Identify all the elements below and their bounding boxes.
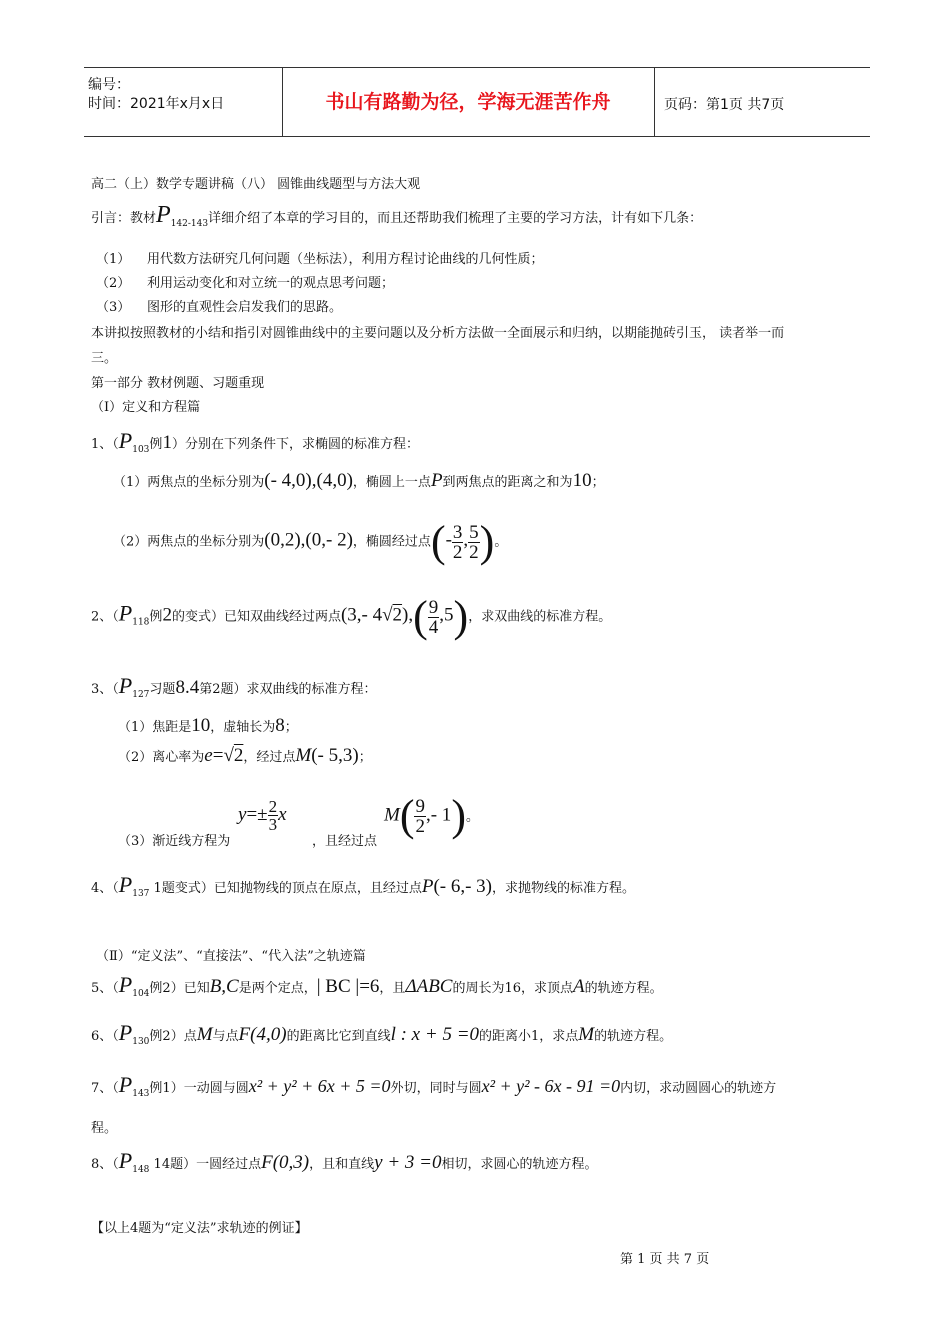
p4-pt: (- 6,- 3) [433, 876, 492, 897]
p3-3-y: y [238, 804, 247, 825]
p2-pt1: (3,- 4 [340, 604, 383, 626]
p6-m: M [196, 1024, 213, 1045]
intro-sub: 142-143 [170, 219, 209, 229]
p6-m2: M [578, 1024, 595, 1045]
method-3-text: 图形的直观性会启发我们的思路。 [147, 300, 343, 315]
p2-fn: 9 [428, 596, 439, 618]
p7-a: 外切，同时与圆 [390, 1081, 482, 1096]
p3-3-pfrac [414, 797, 426, 836]
p3-3-rparen: ) [451, 791, 466, 840]
para1-line2: 三。 [91, 351, 118, 366]
p3-1-v1: 10 [191, 715, 211, 736]
p5-sub: 104 [132, 989, 150, 999]
p7-sub: 143 [132, 1089, 150, 1099]
p7-b: 内切，求动圆圆心的轨迹方 [620, 1081, 777, 1096]
p7-c2: x² + y² - 6x - 91 =0 [481, 1076, 621, 1096]
p2-sub: 118 [132, 617, 150, 628]
p6-d: 的轨迹方程。 [594, 1029, 673, 1044]
p8-p: P [118, 1148, 133, 1173]
p7-num: 7、（ [91, 1081, 119, 1096]
p8-f: F(0,3) [261, 1152, 310, 1173]
p8-sub: 148 [132, 1165, 150, 1175]
header-left-cell [84, 68, 283, 136]
p1-2-frac1 [452, 523, 464, 562]
p7-ex: 例1）一动圆与圆 [149, 1081, 249, 1096]
p1-2-lparen: ( [430, 517, 446, 566]
time-label: 时间：2021年x月x日 [88, 96, 225, 112]
p3-3-d: 2 [415, 815, 425, 837]
p1-2-d2: 2 [469, 541, 479, 563]
p3-2-pt: (- 5,3) [311, 745, 359, 766]
p1-tail: ）分别在下列条件下，求椭圆的标准方程： [171, 437, 419, 452]
method-1-num: （1） [96, 252, 131, 267]
p8-ex: 14题）一圆经过点 [149, 1157, 262, 1172]
p4-point-p: P [421, 876, 434, 897]
p3-3-fn: 2 [268, 797, 278, 816]
problem-3-1 [118, 715, 298, 737]
p3-2-eq: = [212, 745, 224, 766]
p2-tail: 的变式）已知双曲线经过两点 [171, 609, 341, 625]
p1-2-math: (0,2),(0,- 2) [264, 529, 353, 551]
problem-1 [91, 428, 419, 455]
p6-ex: 例2）点 [149, 1029, 197, 1044]
problem-3-3-point [384, 791, 479, 840]
p5-tri: ΔABC [405, 976, 453, 997]
p3-3-end: 。 [465, 809, 479, 825]
intro-line [91, 202, 702, 229]
p3-exn: 8.4 [175, 677, 200, 698]
p1-1-b: ，椭圆上一点 [352, 475, 431, 490]
problem-1-2 [113, 517, 508, 566]
p3-1-b: ，虚轴长为 [210, 720, 276, 735]
p1-2-end: 。 [494, 534, 508, 550]
p4-p: P [118, 872, 133, 897]
p2-sqrt-val: 2 [392, 604, 403, 626]
p3-3-x: x [278, 804, 287, 825]
p1-2-comma: , [463, 529, 469, 551]
p7-p: P [118, 1072, 133, 1097]
p2-frac [428, 598, 440, 637]
p5-a-point: A [573, 976, 585, 997]
p2-sqrt: √2 [382, 604, 403, 626]
p1-sub: 103 [132, 445, 150, 455]
p2-ex: 例 [149, 609, 163, 625]
p1-2-rparen: ) [479, 517, 495, 566]
problem-3 [91, 673, 376, 700]
p6-f: F(4,0) [238, 1024, 287, 1045]
intro-suffix: 详细介绍了本章的学习目的，而且还帮助我们梳理了主要的学习方法，计有如下几条： [208, 211, 703, 226]
p3-3-m: M [384, 804, 400, 826]
p4-num: 4、（ [91, 881, 119, 896]
p2-lparen: ( [413, 592, 428, 641]
p2-p: P [118, 600, 133, 626]
page-footer: 第 1 页 共 7 页 [620, 1252, 710, 1267]
p5-bc: B,C [209, 976, 239, 997]
p1-2-n2: 5 [469, 521, 479, 543]
p3-3-frac [268, 798, 279, 833]
para1-line1: 本讲拟按照教材的小结和指引对圆锥曲线中的主要问题以及分析方法做一全面展示和归纳，以期能抛砖引玉， 读者举一而 [91, 326, 785, 341]
p6-num: 6、（ [91, 1029, 119, 1044]
p5-a: 是两个定点， [238, 981, 317, 996]
p3-3-lparen: ( [399, 791, 415, 840]
p5-ex: 例2）已知 [149, 981, 210, 996]
part1-heading: 第一部分 教材例题、习题重现 [91, 376, 265, 391]
p8-num: 8、（ [91, 1157, 119, 1172]
p3-3-tail: ,- 1 [425, 804, 452, 826]
p3-sub: 127 [132, 690, 150, 700]
p5-num: 5、（ [91, 981, 119, 996]
problem-2 [91, 592, 612, 641]
method-2-text: 利用运动变化和对立统一的观点思考问题； [147, 276, 395, 291]
p4-end: ，求抛物线的标准方程。 [492, 881, 636, 896]
p3-num: 3、（ [91, 682, 119, 697]
p1-2-neg: - [445, 529, 452, 551]
p6-p: P [118, 1020, 133, 1045]
problem-4 [91, 872, 635, 899]
method-1-text: 用代数方法研究几何问题（坐标法），利用方程讨论曲线的几何性质； [147, 252, 544, 267]
problem-6 [91, 1020, 672, 1047]
p5-b: ，且 [379, 981, 406, 996]
p2-exn: 2 [162, 604, 172, 626]
p5-d: 的轨迹方程。 [584, 981, 663, 996]
p1-exn: 1 [162, 432, 172, 453]
p3-tail: 第2题）求双曲线的标准方程： [199, 682, 377, 697]
p2-num: 2、（ [91, 609, 119, 625]
p3-2-a: （2）离心率为 [118, 750, 205, 765]
motto: 书山有路勤为径，学海无涯苦作舟 [282, 68, 655, 136]
p1-2-b: ，椭圆经过点 [352, 534, 431, 550]
p5-len: | BC |=6 [316, 976, 380, 997]
p3-1-c: ； [284, 720, 298, 735]
sec1-heading: （Ⅰ）定义和方程篇 [91, 400, 201, 415]
p4-tail: 1题变式）已知抛物线的顶点在原点，且经过点 [149, 881, 422, 896]
p3-3-pm: =± [246, 804, 268, 825]
p1-2-a: （2）两焦点的坐标分别为 [113, 534, 265, 550]
p5-p: P [118, 972, 133, 997]
p1-1-v: 10 [572, 470, 592, 491]
p1-p: P [118, 428, 133, 453]
p3-ex: 习题 [149, 682, 176, 697]
p1-2-d1: 2 [452, 541, 463, 563]
p1-1-c: 到两焦点的距离之和为 [442, 475, 573, 490]
p3-2-m: M [295, 745, 312, 766]
page-info: 页码：第1页 共7页 [664, 97, 785, 113]
problem-8 [91, 1148, 597, 1175]
problem-3-3-label: （3）渐近线方程为 [118, 834, 231, 849]
method-3-num: （3） [96, 300, 131, 315]
problem-3-3-asymptote [238, 798, 287, 833]
method-2-num: （2） [96, 276, 131, 291]
p1-1-a: （1）两焦点的坐标分别为 [113, 475, 265, 490]
p5-c: 的周长为16，求顶点 [452, 981, 574, 996]
footer-note: 【以上4题为“定义法”求轨迹的例证】 [91, 1221, 308, 1236]
p3-2-c: ； [358, 750, 372, 765]
problem-7-line2: 程。 [91, 1121, 118, 1136]
p3-2-b: ，经过点 [243, 750, 296, 765]
problem-3-2 [118, 745, 372, 767]
p3-1-a: （1）焦距是 [118, 720, 192, 735]
p3-2-sqrt: √2 [223, 745, 244, 766]
p3-2-sqrt-val: 2 [233, 745, 244, 766]
p2-rparen: ) [453, 592, 469, 641]
p1-1-d: ； [591, 475, 605, 490]
code-label: 编号： [88, 77, 130, 93]
p6-c: 的距离小1，求点 [479, 1029, 579, 1044]
p4-sub: 137 [132, 889, 150, 899]
p1-1-p: P [430, 470, 443, 491]
p1-1-math: (- 4,0),(4,0) [264, 470, 353, 491]
p3-1-v2: 8 [275, 715, 285, 736]
p2-end: ，求双曲线的标准方程。 [468, 609, 612, 625]
p1-ex: 例 [149, 437, 163, 452]
problem-5 [91, 972, 663, 999]
sec2-heading: （Ⅱ）“定义法”、“直接法”、“代入法”之轨迹篇 [96, 949, 366, 964]
doc-title: 高二（上）数学专题讲稿（八） 圆锥曲线题型与方法大观 [91, 177, 421, 192]
p2-f5: ,5 [439, 604, 454, 626]
p1-num: 1、（ [91, 437, 119, 452]
p6-b: 的距离比它到直线 [286, 1029, 391, 1044]
p6-a: 与点 [212, 1029, 239, 1044]
p3-p: P [118, 673, 133, 698]
p1-2-n1: 3 [452, 521, 463, 543]
problem-1-1 [113, 470, 605, 492]
p8-a: ，且和直线 [309, 1157, 375, 1172]
document-header [84, 67, 870, 137]
intro-prefix: 引言：教材 [91, 211, 157, 226]
p2-fd: 4 [428, 616, 439, 638]
p3-3-n: 9 [415, 795, 425, 817]
problem-7 [91, 1072, 776, 1099]
p3-2-e: e [204, 745, 213, 766]
intro-p: P [156, 202, 171, 228]
p8-b: 相切，求圆心的轨迹方程。 [441, 1157, 598, 1172]
p3-3-fd: 3 [268, 815, 278, 834]
p2-pt1b: ), [402, 604, 414, 626]
p6-line: l : x + 5 =0 [390, 1024, 480, 1045]
p8-line: y + 3 =0 [374, 1152, 442, 1173]
p1-2-frac2 [468, 523, 480, 562]
p3-3-b: ，且经过点 [312, 834, 378, 849]
p7-c1: x² + y² + 6x + 5 =0 [248, 1076, 391, 1096]
p6-sub: 130 [132, 1037, 150, 1047]
